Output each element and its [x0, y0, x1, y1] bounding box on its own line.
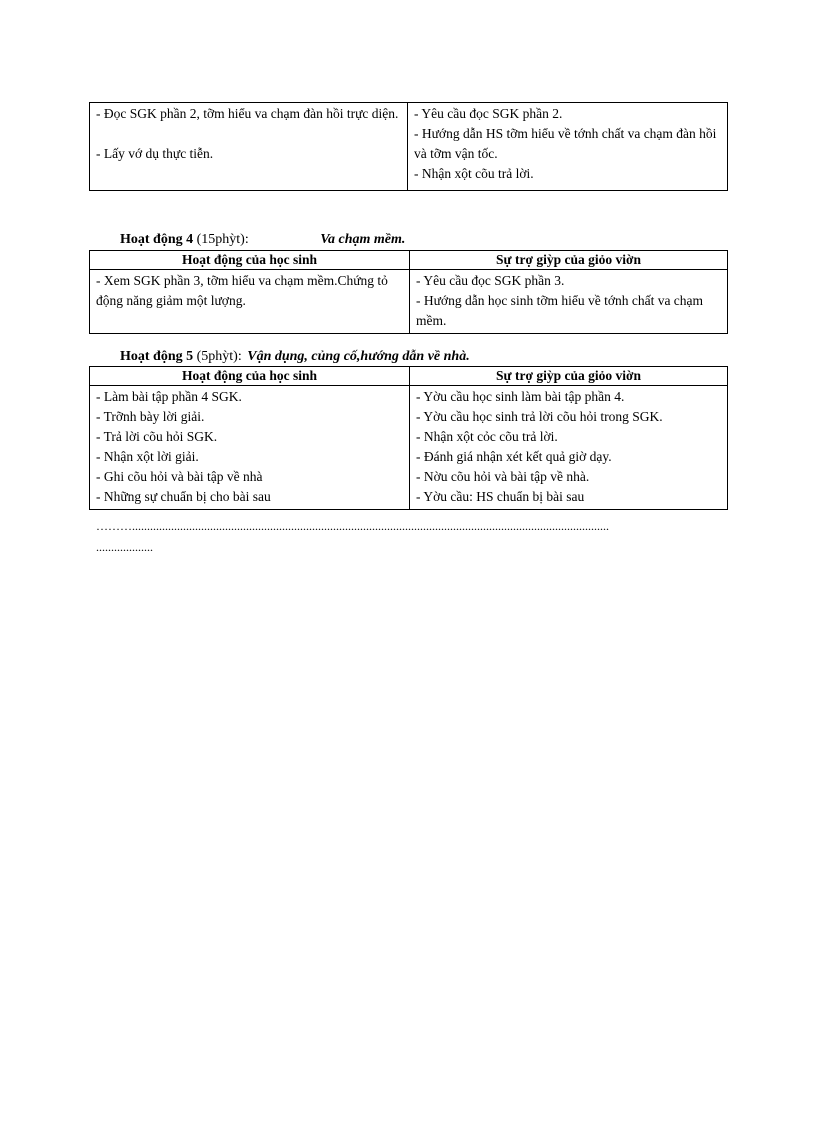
activity4-title: Va chạm mềm.	[320, 232, 406, 247]
activity5-table	[89, 366, 728, 510]
header-student: Hoạt động của học sinh	[90, 251, 410, 270]
activity4-table	[89, 250, 728, 334]
teacher-support-cell	[410, 386, 728, 510]
list-item: - Yờu cầu: HS chuẩn bị bài sau	[416, 489, 585, 504]
dotted-line-1: ………...............................................................................................................................................................	[96, 519, 609, 533]
activity5-heading	[120, 348, 470, 366]
activity5-time: (5phỳt):	[196, 349, 242, 364]
list-item: - Nhận xột cỏc cõu trả lời.	[416, 429, 558, 444]
table-row	[90, 103, 728, 191]
list-item: - Ghi cõu hỏi và bài tập về nhà	[96, 469, 263, 484]
list-item: - Nhận xột lời giải.	[96, 449, 199, 464]
list-item: - Đọc SGK phần 2, tỡm hiểu va chạm đàn hồi trực diện.	[96, 106, 399, 121]
student-activity-cell	[90, 103, 408, 191]
list-item: - Yờu cầu học sinh làm bài tập phần 4.	[416, 389, 625, 404]
table-header-row	[90, 251, 728, 270]
list-item: - Yêu cầu đọc SGK phần 2.	[414, 106, 563, 121]
list-item: - Lấy vớ dụ thực tiễn.	[96, 146, 214, 161]
student-activity-cell	[90, 386, 410, 510]
header-student: Hoạt động của học sinh	[90, 367, 410, 386]
activity4-heading	[120, 231, 405, 249]
list-item: - Đánh giá nhận xét kết quả giờ dạy.	[416, 449, 612, 464]
list-item: - Yờu cầu học sinh trả lời cõu hỏi trong SGK.	[416, 409, 663, 424]
list-item: - Làm bài tập phần 4 SGK.	[96, 389, 242, 404]
list-item: - Trả lời cõu hỏi SGK.	[96, 429, 218, 444]
activity4-label: Hoạt động 4	[120, 232, 194, 247]
dotted-line-2: ...................	[96, 540, 153, 554]
list-item: - Những sự chuẩn bị cho bài sau	[96, 489, 271, 504]
student-activity-cell	[90, 270, 410, 334]
activity4-time: (15phỳt):	[196, 232, 249, 247]
list-item: - Hướng dẫn HS tỡm hiểu về tớnh chất va chạm đàn hồi và tỡm vận tốc.	[414, 126, 717, 161]
header-teacher: Sự trợ giỳp của giỏo viờn	[410, 251, 728, 270]
teacher-support-cell	[410, 270, 728, 334]
list-item: - Xem SGK phần 3, tỡm hiểu va chạm mềm.Chứng tỏ động năng giảm một lượng.	[96, 273, 388, 308]
table-row	[90, 386, 728, 510]
table-row	[90, 270, 728, 334]
activity5-title: Vận dụng, củng cố,hướng dẫn về nhà.	[247, 349, 470, 364]
spacer	[96, 124, 400, 144]
header-teacher: Sự trợ giỳp của giỏo viờn	[410, 367, 728, 386]
list-item: - Trỡnh bày lời giải.	[96, 409, 205, 424]
activity5-label: Hoạt động 5	[120, 349, 194, 364]
list-item: - Yêu cầu đọc SGK phần 3.	[416, 273, 565, 288]
list-item: - Hướng dẫn học sinh tỡm hiểu về tớnh chất va chạm mềm.	[416, 293, 704, 328]
list-item: - Nờu cõu hỏi và bài tập về nhà.	[416, 469, 590, 484]
teacher-support-cell	[408, 103, 728, 191]
table-header-row	[90, 367, 728, 386]
list-item: - Nhận xột cõu trả lời.	[414, 166, 534, 181]
activity3-table	[89, 102, 728, 191]
